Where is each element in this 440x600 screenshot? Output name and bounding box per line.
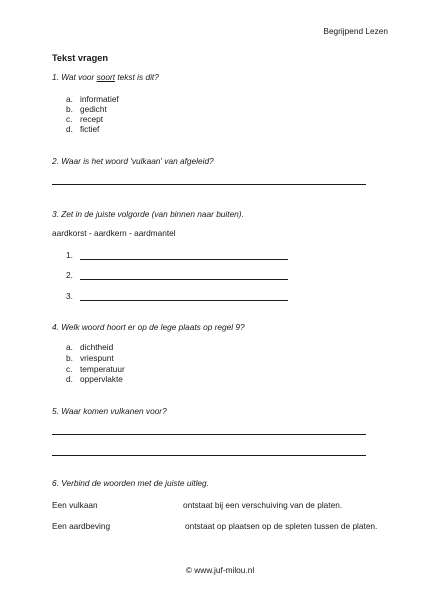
page-title: Tekst vragen <box>52 53 108 63</box>
question-1-text-start: 1. Wat voor <box>52 72 97 82</box>
question-5: 5. Waar komen vulkanen voor? <box>52 406 167 416</box>
option-letter: a. <box>66 94 73 104</box>
header-label: Begrijpend Lezen <box>323 26 388 36</box>
option-letter: d. <box>66 374 73 384</box>
footer-copyright: © www.juf-milou.nl <box>185 565 255 575</box>
q1-option-b[interactable] <box>66 104 107 114</box>
q4-option-c[interactable] <box>66 364 125 374</box>
question-1-underlined-word: soort <box>96 72 116 82</box>
option-text: gedicht <box>80 104 107 114</box>
q4-option-d[interactable] <box>66 374 123 384</box>
option-text: dichtheid <box>80 342 114 352</box>
option-text: informatief <box>80 94 119 104</box>
match-term-1[interactable]: Een vulkaan <box>52 500 98 510</box>
option-letter: b. <box>66 104 73 114</box>
question-2: 2. Waar is het woord 'vulkaan' van afgeleid? <box>52 156 214 166</box>
question-1-text-end: tekst is dit? <box>115 72 159 82</box>
option-letter: c. <box>66 114 73 124</box>
option-text: fictief <box>80 124 100 134</box>
order-number-2: 2. <box>66 270 73 280</box>
question-6: 6. Verbind de woorden met de juiste uitleg. <box>52 478 209 488</box>
option-letter: a. <box>66 342 73 352</box>
option-text: recept <box>80 114 104 124</box>
answer-line-q3-2[interactable] <box>80 279 288 280</box>
q1-option-c[interactable] <box>66 114 103 124</box>
question-1 <box>52 72 159 82</box>
match-definition-2[interactable]: ontstaat op plaatsen op de spleten tussen de platen. <box>185 521 378 531</box>
order-number-1: 1. <box>66 250 73 260</box>
q4-option-a[interactable] <box>66 342 113 352</box>
answer-line-q5-2[interactable] <box>52 455 366 456</box>
q1-option-d[interactable] <box>66 124 99 134</box>
option-text: vriespunt <box>80 353 114 363</box>
order-number-3: 3. <box>66 291 73 301</box>
question-4: 4. Welk woord hoort er op de lege plaats op regel 9? <box>52 322 245 332</box>
match-term-2[interactable]: Een aardbeving <box>52 521 111 531</box>
answer-line-q3-1[interactable] <box>80 259 288 260</box>
match-definition-1[interactable]: ontstaat bij een verschuiving van de platen. <box>183 500 343 510</box>
answer-line-q2[interactable] <box>52 184 366 185</box>
answer-line-q5-1[interactable] <box>52 434 366 435</box>
q4-option-b[interactable] <box>66 353 114 363</box>
q1-option-a[interactable] <box>66 94 119 104</box>
answer-line-q3-3[interactable] <box>80 300 288 301</box>
option-letter: b. <box>66 353 73 363</box>
option-letter: c. <box>66 364 73 374</box>
option-text: oppervlakte <box>80 374 123 384</box>
question-3: 3. Zet in de juiste volgorde (van binnen naar buiten). <box>52 209 244 219</box>
question-3-words: aardkorst - aardkern - aardmantel <box>52 228 176 238</box>
option-text: temperatuur <box>80 364 125 374</box>
option-letter: d. <box>66 124 73 134</box>
